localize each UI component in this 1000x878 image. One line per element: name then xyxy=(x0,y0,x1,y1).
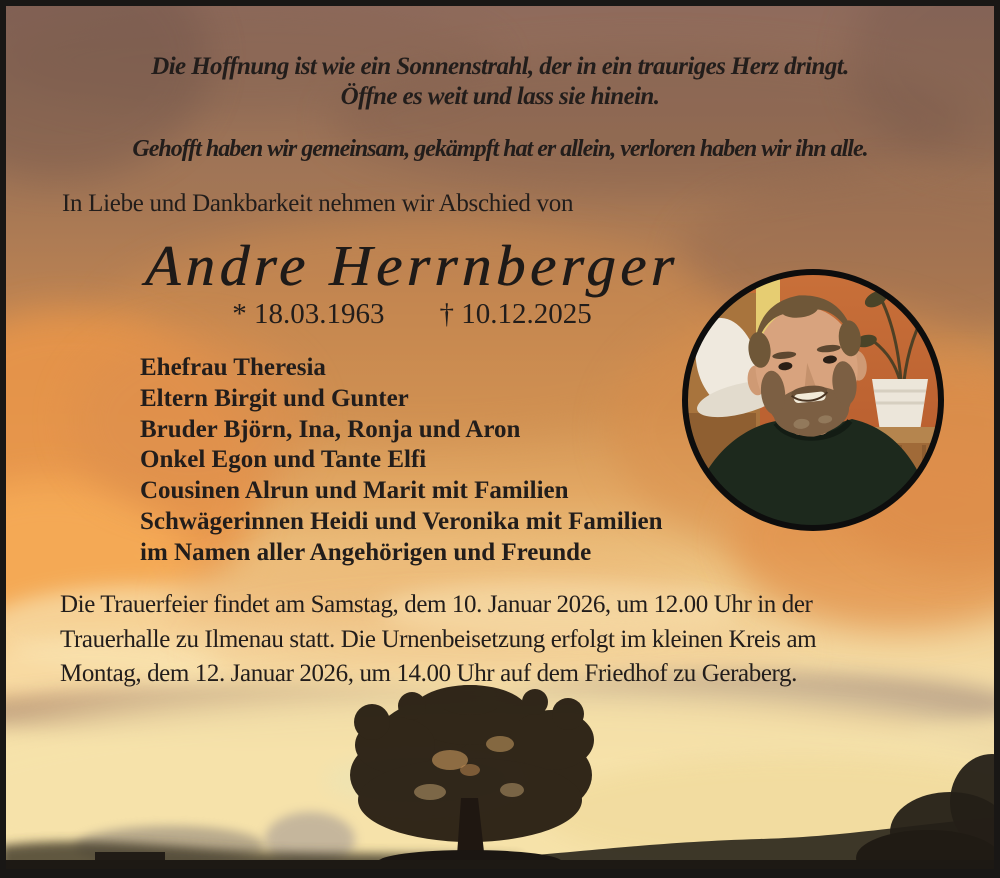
deceased-name: Andre Herrnberger xyxy=(144,233,680,298)
mourner-line: Ehefrau Theresia xyxy=(140,354,326,381)
mourner-line: Schwägerinnen Heidi und Veronika mit Familien xyxy=(140,507,663,535)
mourner-line: Onkel Egon und Tante Elfi xyxy=(140,446,427,474)
quote-line-1: Die Hoffnung ist wie ein Sonnenstrahl, der in ein trauriges Herz dringt. xyxy=(151,53,849,80)
funeral-notice-line: Montag, dem 12. Januar 2026, um 14.00 Uhr auf dem Friedhof zu Geraberg. xyxy=(60,660,797,688)
mourner-line: Eltern Birgit und Gunter xyxy=(140,384,409,412)
mourner-line: Cousinen Alrun und Marit mit Familien xyxy=(140,477,569,505)
mourner-line: im Namen aller Angehörigen und Freunde xyxy=(140,538,592,566)
portrait-photo xyxy=(676,263,950,537)
death-date: † 10.12.2025 xyxy=(439,298,592,330)
mourners-list xyxy=(140,353,663,569)
quote-line-2: Öffne es weit und lass sie hinein. xyxy=(340,83,660,110)
funeral-notice xyxy=(60,588,816,692)
farewell-intro: In Liebe und Dankbarkeit nehmen wir Abschied von xyxy=(62,190,574,217)
epitaph-line: Gehofft haben wir gemeinsam, gekämpft hat er allein, verloren haben wir ihn alle. xyxy=(132,136,868,162)
funeral-notice-line: Trauerhalle zu Ilmenau statt. Die Urnenbeisetzung erfolgt im kleinen Kreis am xyxy=(60,625,817,653)
birth-date: * 18.03.1963 xyxy=(232,298,385,330)
funeral-notice-line: Die Trauerfeier findet am Samstag, dem 10. Januar 2026, um 12.00 Uhr in der xyxy=(60,591,813,618)
mourner-line: Bruder Björn, Ina, Ronja und Aron xyxy=(140,415,521,443)
